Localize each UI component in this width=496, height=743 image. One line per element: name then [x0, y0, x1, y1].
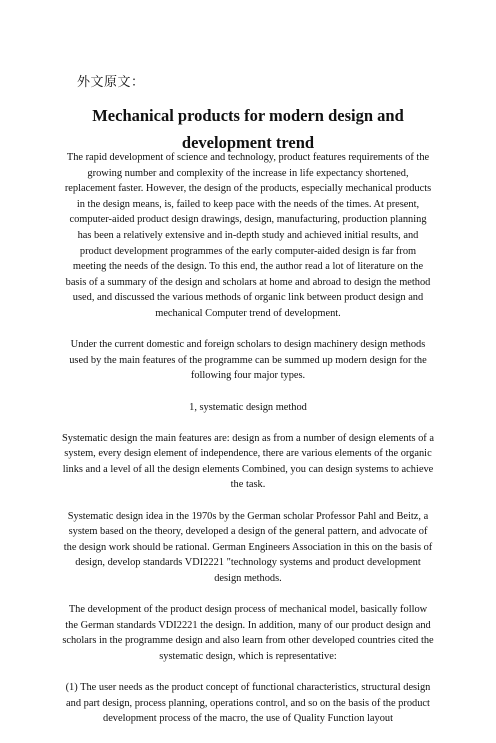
title-line-1: Mechanical products for modern design and	[92, 106, 404, 125]
title-line-2: development trend	[181, 133, 315, 152]
paragraph-summary: Under the current domestic and foreign scholars to design machinery design methods used by the main features of the programme can be summed up modern design for the following four major types.	[69, 339, 427, 382]
paragraph-list-item-1: (1) The user needs as the product concept of functional characteristics, structural design and part design, process planning, operations control, and so on the basis of the product development process of the macro, the use of Quality Function layout	[65, 682, 431, 725]
document-title	[0, 102, 496, 156]
source-text-label: 外文原文：	[77, 75, 145, 90]
paragraph-intro: The rapid development of science and technology, product features requirements of the growing number and complexity of the increase in life expectancy shortened, replacement faster. However, the design of the products, especially mechanical products in the design means, is, failed to keep pace with the needs of the times. At present, computer-aided product design drawings, design, manufacturing, production planning has been a relatively extensive and in-depth study and achieved initial results, and product development programmes of the early computer-aided design is far from meeting the needs of the design. To this end, the author read a lot of literature on the basis of a summary of the design and scholars at home and abroad to design the method used, and discussed the various methods of organic link between product design and mechanical Computer trend of development.	[64, 152, 432, 319]
document-body	[62, 150, 434, 743]
paragraph-development: The development of the product design process of mechanical model, basically follow the German standards VDI2221 the design. In addition, many of our product design and scholars in the programme design and also learn from other developed countries cited the systematic design, which is representative:	[62, 604, 434, 662]
section-heading: 1, systematic design method	[189, 401, 307, 413]
paragraph-history: Systematic design idea in the 1970s by the German scholar Professor Pahl and Beitz, a system based on the theory, developed a design of the general pattern, and advocate of the design work should be rational. German Engineers Association in this on the basis of design, develop standards VDI2221 "technology systems and product development design methods.	[63, 510, 433, 585]
paragraph-features: Systematic design the main features are: design as from a number of design elements of a system, every design element of independence, there are various elements of the organic links and a level of all the design elements Combined, you can design systems to achieve the task.	[62, 432, 434, 491]
